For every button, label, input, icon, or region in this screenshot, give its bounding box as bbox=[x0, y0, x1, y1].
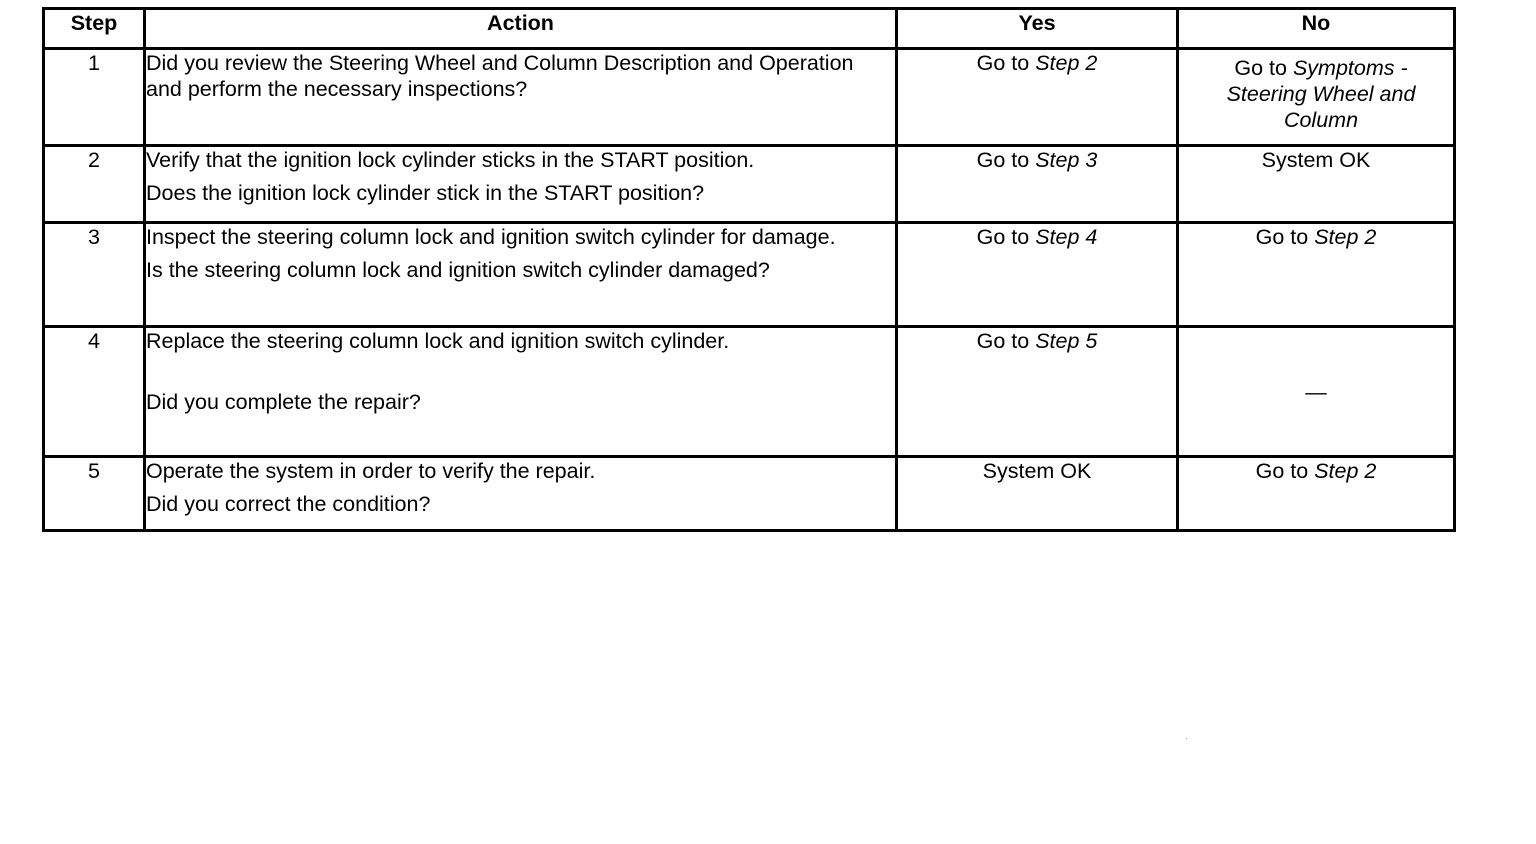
action-cell bbox=[145, 223, 897, 327]
table-header-row bbox=[44, 9, 1455, 49]
no-cell bbox=[1178, 327, 1455, 457]
no-cell bbox=[1178, 49, 1455, 146]
action-question: Does the ignition lock cylinder stick in the START position? bbox=[146, 181, 705, 205]
yes-cell bbox=[897, 146, 1178, 223]
header-step: Step bbox=[44, 9, 145, 49]
action-question: Did you complete the repair? bbox=[146, 390, 421, 414]
action-cell bbox=[145, 327, 897, 457]
yes-step-link[interactable]: Step 3 bbox=[1035, 148, 1098, 172]
yes-cell bbox=[897, 327, 1178, 457]
yes-prefix: Go to bbox=[976, 51, 1030, 75]
step-number: 2 bbox=[44, 146, 145, 223]
yes-result: System OK bbox=[982, 459, 1092, 483]
header-no: No bbox=[1178, 9, 1455, 49]
no-prefix: Go to bbox=[1255, 459, 1309, 483]
yes-cell bbox=[897, 457, 1178, 531]
yes-prefix: Go to bbox=[976, 148, 1030, 172]
scan-speck bbox=[1186, 738, 1187, 739]
no-result: System OK bbox=[1261, 148, 1371, 172]
no-step-link[interactable]: Step 2 bbox=[1314, 459, 1377, 483]
action-cell bbox=[145, 146, 897, 223]
step-number: 5 bbox=[44, 457, 145, 531]
action-text: Replace the steering column lock and ignition switch cylinder. bbox=[146, 329, 730, 353]
table-row bbox=[44, 49, 1455, 146]
no-step-link[interactable]: Step 2 bbox=[1314, 225, 1377, 249]
action-text: Operate the system in order to verify the repair. bbox=[146, 459, 596, 483]
header-yes: Yes bbox=[897, 9, 1178, 49]
yes-prefix: Go to bbox=[976, 329, 1030, 353]
yes-cell bbox=[897, 223, 1178, 327]
step-number: 4 bbox=[44, 327, 145, 457]
table-row bbox=[44, 327, 1455, 457]
yes-step-link[interactable]: Step 4 bbox=[1035, 225, 1098, 249]
yes-prefix: Go to bbox=[976, 225, 1030, 249]
action-cell bbox=[145, 457, 897, 531]
action-question: Is the steering column lock and ignition switch cylinder damaged? bbox=[146, 258, 770, 282]
table-row bbox=[44, 146, 1455, 223]
yes-step-link[interactable]: Step 2 bbox=[1035, 51, 1098, 75]
action-text: Did you review the Steering Wheel and Column Description and Operation and perform the necessary inspections? bbox=[146, 51, 854, 101]
yes-cell bbox=[897, 49, 1178, 146]
table-row bbox=[44, 457, 1455, 531]
no-symptoms-link[interactable]: Symptoms - Steering Wheel and Column bbox=[1226, 56, 1416, 132]
step-number: 1 bbox=[44, 49, 145, 146]
no-prefix: Go to bbox=[1255, 225, 1309, 249]
no-cell bbox=[1178, 223, 1455, 327]
action-cell bbox=[145, 49, 897, 146]
step-number: 3 bbox=[44, 223, 145, 327]
action-text: Verify that the ignition lock cylinder sticks in the START position. bbox=[146, 148, 755, 172]
table-row bbox=[44, 223, 1455, 327]
header-action: Action bbox=[145, 9, 897, 49]
action-text: Inspect the steering column lock and ignition switch cylinder for damage. bbox=[146, 225, 836, 249]
no-cell bbox=[1178, 146, 1455, 223]
action-question: Did you correct the condition? bbox=[146, 492, 431, 516]
yes-step-link[interactable]: Step 5 bbox=[1035, 329, 1098, 353]
no-cell bbox=[1178, 457, 1455, 531]
no-prefix: Go to bbox=[1234, 56, 1287, 80]
diagnostic-table bbox=[42, 7, 1456, 532]
no-dash: — bbox=[1305, 379, 1327, 404]
